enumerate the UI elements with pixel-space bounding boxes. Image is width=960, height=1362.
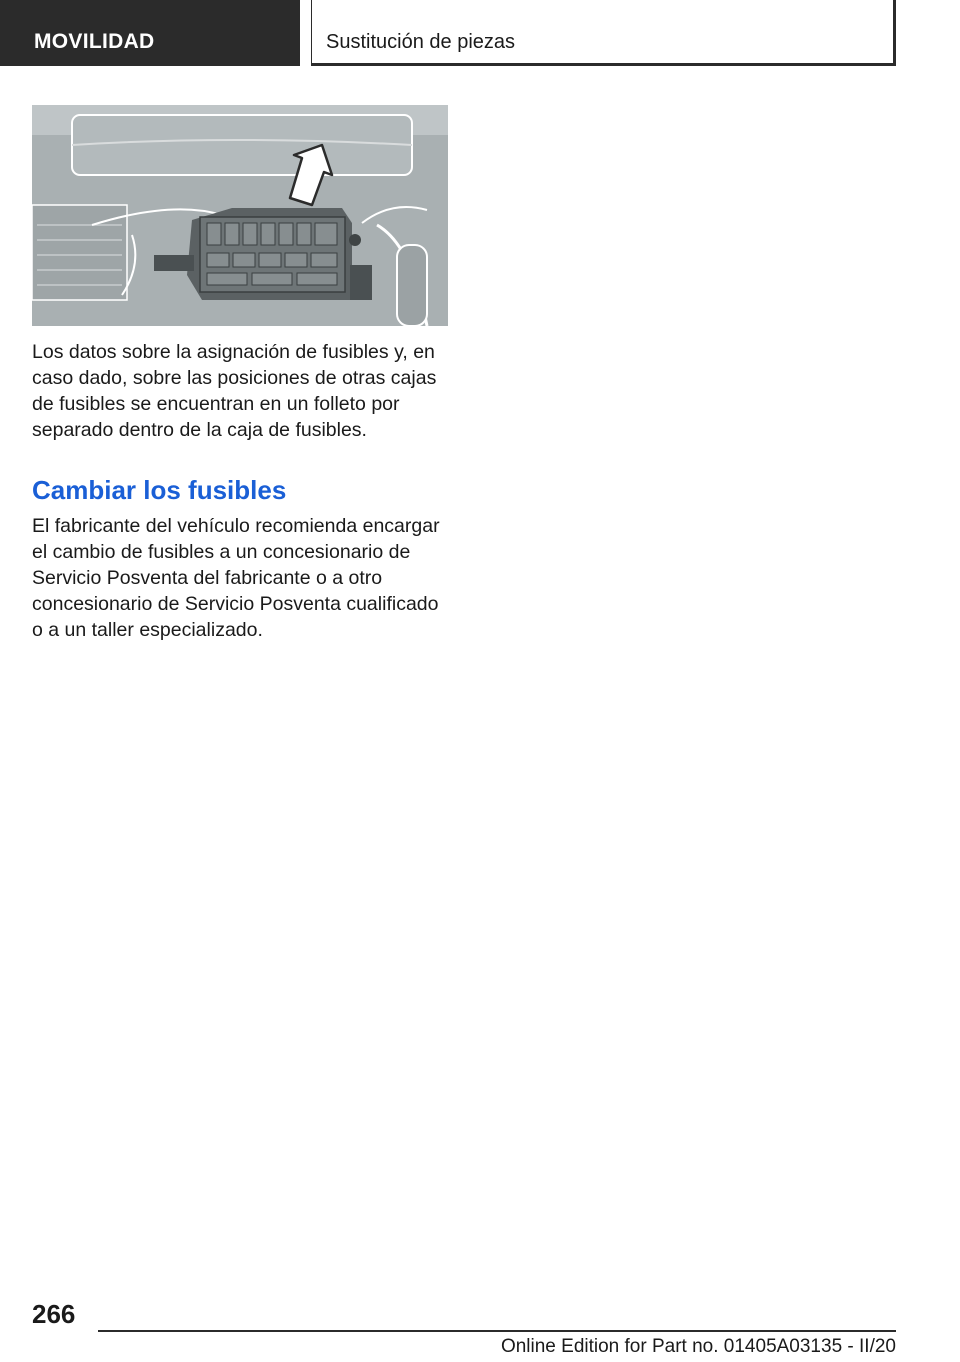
page-number: 266 [32, 1299, 76, 1329]
fuse-box-illustration [32, 105, 448, 326]
fuse-info-paragraph: Los datos sobre la asignación de fusibles y, en caso dado, sobre las posiciones de otras cajas de fusibles se encuentran en un folleto por separado dentro de la caja de fusibles. [32, 341, 437, 441]
fuse-box-icon [32, 105, 448, 326]
footer-divider [98, 1330, 896, 1332]
chapter-title: Sustitución de piezas [311, 0, 896, 66]
section-heading: Cambiar los fusibles [32, 475, 287, 505]
section-tab: MOVILIDAD [0, 0, 300, 66]
replace-fuses-paragraph: El fabricante del vehículo recomienda encargar el cambio de fusibles a un concesionario de Servicio Posventa del fabricante o a otro concesionario de Servicio Posventa cualificado o a un taller especializado. [32, 515, 440, 641]
edition-note: Online Edition for Part no. 01405A03135 - II/20 [500, 1336, 896, 1357]
